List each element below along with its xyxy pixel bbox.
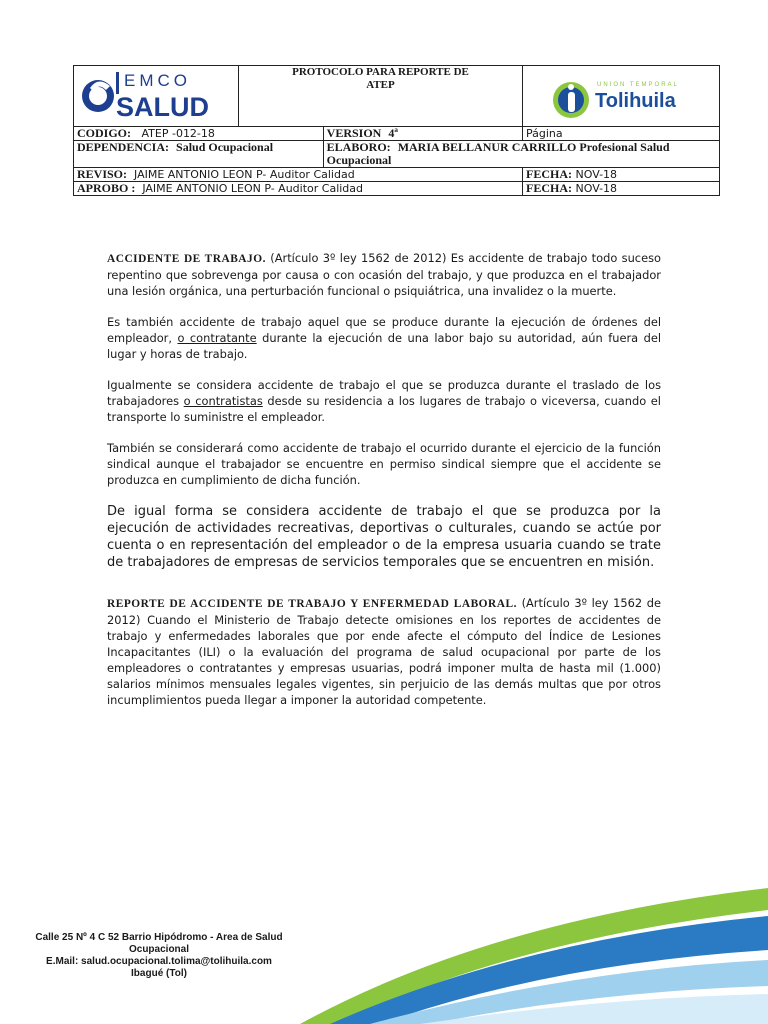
- reviso-cell: REVISO: JAIME ANTONIO LEON P- Auditor Calidad: [74, 168, 523, 182]
- union-temporal-text: UNION TEMPORAL: [596, 82, 679, 88]
- paragraph-ordenes-empleador: Es también accidente de trabajo aquel que se produce durante la ejecución de órdenes del empleador, o contratante durante la ejecución de una labor bajo su autoridad, aún fuera del lugar y horas de trabajo.: [107, 315, 661, 361]
- tolihuila-logo-icon: [525, 68, 715, 124]
- paragraph-traslado: Igualmente se considera accidente de trabajo el que se produzca durante el traslado de los trabajadores o contratistas desde su residencia a los lugares de trabajo o viceversa, cuando el transporte lo suministre el empleador.: [107, 378, 661, 424]
- title-line2: ATEP: [366, 79, 395, 91]
- title-line1: PROTOCOLO PARA REPORTE DE: [292, 66, 469, 78]
- aprobo-cell: APROBO : JAIME ANTONIO LEON P- Auditor Calidad: [74, 182, 523, 196]
- paragraph-funcion-sindical: También se considerará como accidente de trabajo el ocurrido durante el ejercicio de la función sindical aunque el trabajador se encuentre en permiso sindical siempre que el accidente se produzca en cumplimiento de dicha función.: [107, 441, 661, 487]
- elaboro-cell: ELABORO: MARIA BELLANUR CARRILLO Profesional Salud Ocupacional: [323, 141, 719, 168]
- document-title: [239, 66, 523, 127]
- emco-text: EMCO: [124, 71, 191, 90]
- decorative-waves: [270, 880, 768, 1024]
- emco-salud-logo: [76, 68, 236, 124]
- dependencia-cell: DEPENDENCIA: Salud Ocupacional: [74, 141, 324, 168]
- pagina-cell: Página: [523, 127, 720, 141]
- paragraph-actividades-recreativas: De igual forma se considera accidente de trabajo el que se produzca por la ejecución de actividades recreativas, deportivas o culturales, cuando se actúe por cuenta o en representación del empleador o de la empresa usuaria cuando se trate de trabajadores de empresas de servicios temporales que se encuentren en misión.: [107, 504, 661, 570]
- footer-address: Calle 25 Nº 4 C 52 Barrio Hipódromo - Area de Salud Ocupacional E.Mail: salud.ocupacional.tolima@tolihuila.com Ibagué (Tol): [35, 932, 283, 979]
- emco-logo-icon: [76, 68, 236, 124]
- fecha-aprobo-cell: FECHA: NOV-18: [523, 182, 720, 196]
- tolihuila-logo-cell: [522, 66, 719, 127]
- version-cell: VERSION 4ª: [323, 127, 522, 141]
- header-table: [73, 65, 720, 196]
- paragraph-reporte-accidente: REPORTE DE ACCIDENTE DE TRABAJO Y ENFERMEDAD LABORAL. (Artículo 3º ley 1562 de 2012) Cuando el Ministerio de Trabajo detecte omisiones en los reportes de accidentes de trabajo y enfermedades laborales que por ende afecte el cómputo del Índice de Lesiones Incapacitantes (ILI) o la evaluación del programa de salud ocupacional por parte de los empleadores o contratantes y empresas usuarias, podrá imponer multa de hasta mil (1.000) salarios mínimos mensuales legales vigentes, sin perjuicio de las demás multas que por otros incumplimientos pueda llegar a imponer la autoridad competente.: [107, 596, 661, 707]
- salud-text: SALUD: [116, 92, 209, 122]
- paragraph-accidente-trabajo: ACCIDENTE DE TRABAJO. (Artículo 3º ley 1562 de 2012) Es accidente de trabajo todo suceso repentino que sobrevenga por causa o con ocasión del trabajo, y que produzca en el trabajador una lesión orgánica, una perturbación funcional o psiquiátrica, una invalidez o la muerte.: [107, 251, 661, 298]
- tolihuila-logo: [525, 68, 717, 124]
- fecha-reviso-cell: FECHA: NOV-18: [523, 168, 720, 182]
- codigo-cell: CODIGO: ATEP -012-18: [74, 127, 324, 141]
- tolihuila-text: Tolihuila: [594, 90, 676, 112]
- document-body: [107, 250, 661, 723]
- emco-logo-cell: [74, 66, 239, 127]
